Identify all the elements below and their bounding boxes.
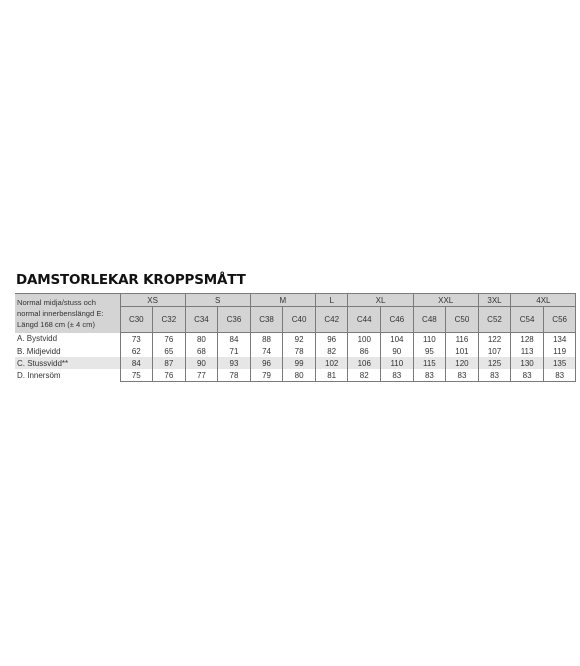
table-cell: 110 [413, 333, 446, 346]
size-group-l: L [315, 294, 348, 307]
table-cell: 80 [283, 369, 316, 382]
table-row [15, 333, 576, 346]
size-code-c50: C50 [446, 307, 479, 333]
size-code-c46: C46 [381, 307, 414, 333]
table-cell: 65 [153, 345, 186, 357]
size-table [15, 293, 576, 382]
row-label: B. Midjevidd [15, 345, 120, 357]
table-cell: 83 [381, 369, 414, 382]
size-code-c52: C52 [478, 307, 511, 333]
table-cell: 101 [446, 345, 479, 357]
size-group-header-row [15, 294, 576, 307]
table-row [15, 345, 576, 357]
table-row [15, 369, 576, 382]
table-cell: 115 [413, 357, 446, 369]
table-cell: 84 [218, 333, 251, 346]
table-cell: 84 [120, 357, 153, 369]
row-label: D. Innersöm [15, 369, 120, 382]
row-label: A. Bystvidd [15, 333, 120, 346]
table-row [15, 357, 576, 369]
table-cell: 96 [250, 357, 283, 369]
row-label: C. Stussvidd** [15, 357, 120, 369]
table-cell: 62 [120, 345, 153, 357]
measurement-note: Normal midja/stuss och normal innerbenslängd E: Längd 168 cm (± 4 cm) [15, 294, 120, 333]
table-cell: 87 [153, 357, 186, 369]
table-cell: 100 [348, 333, 381, 346]
table-cell: 102 [315, 357, 348, 369]
table-cell: 135 [543, 357, 576, 369]
size-group-xxl: XXL [413, 294, 478, 307]
table-cell: 110 [381, 357, 414, 369]
table-cell: 96 [315, 333, 348, 346]
table-cell: 83 [543, 369, 576, 382]
size-group-m: M [250, 294, 315, 307]
page-title: DAMSTORLEKAR KROPPSMÅTT [16, 272, 246, 288]
size-code-c44: C44 [348, 307, 381, 333]
table-cell: 93 [218, 357, 251, 369]
table-cell: 68 [185, 345, 218, 357]
table-cell: 99 [283, 357, 316, 369]
size-code-c36: C36 [218, 307, 251, 333]
table-cell: 106 [348, 357, 381, 369]
table-cell: 83 [446, 369, 479, 382]
table-cell: 130 [511, 357, 544, 369]
size-code-c38: C38 [250, 307, 283, 333]
table-cell: 79 [250, 369, 283, 382]
size-code-c34: C34 [185, 307, 218, 333]
table-cell: 73 [120, 333, 153, 346]
table-cell: 83 [478, 369, 511, 382]
table-cell: 92 [283, 333, 316, 346]
table-cell: 107 [478, 345, 511, 357]
size-code-c32: C32 [153, 307, 186, 333]
table-cell: 122 [478, 333, 511, 346]
table-cell: 119 [543, 345, 576, 357]
size-group-4xl: 4XL [511, 294, 576, 307]
table-cell: 90 [381, 345, 414, 357]
table-cell: 83 [413, 369, 446, 382]
size-group-xs: XS [120, 294, 185, 307]
table-cell: 120 [446, 357, 479, 369]
table-cell: 104 [381, 333, 414, 346]
table-cell: 86 [348, 345, 381, 357]
table-cell: 116 [446, 333, 479, 346]
size-group-xl: XL [348, 294, 413, 307]
table-cell: 90 [185, 357, 218, 369]
table-cell: 80 [185, 333, 218, 346]
size-code-c54: C54 [511, 307, 544, 333]
size-group-s: S [185, 294, 250, 307]
size-code-c48: C48 [413, 307, 446, 333]
table-cell: 83 [511, 369, 544, 382]
table-cell: 76 [153, 333, 186, 346]
table-cell: 77 [185, 369, 218, 382]
table-cell: 75 [120, 369, 153, 382]
table-cell: 71 [218, 345, 251, 357]
table-cell: 128 [511, 333, 544, 346]
table-cell: 74 [250, 345, 283, 357]
table-cell: 82 [348, 369, 381, 382]
table-cell: 125 [478, 357, 511, 369]
table-cell: 81 [315, 369, 348, 382]
size-code-c30: C30 [120, 307, 153, 333]
table-cell: 88 [250, 333, 283, 346]
size-code-c40: C40 [283, 307, 316, 333]
table-cell: 78 [283, 345, 316, 357]
size-group-3xl: 3XL [478, 294, 511, 307]
table-cell: 76 [153, 369, 186, 382]
table-cell: 95 [413, 345, 446, 357]
table-cell: 113 [511, 345, 544, 357]
size-code-c56: C56 [543, 307, 576, 333]
table-cell: 82 [315, 345, 348, 357]
table-cell: 134 [543, 333, 576, 346]
table-cell: 78 [218, 369, 251, 382]
size-code-c42: C42 [315, 307, 348, 333]
